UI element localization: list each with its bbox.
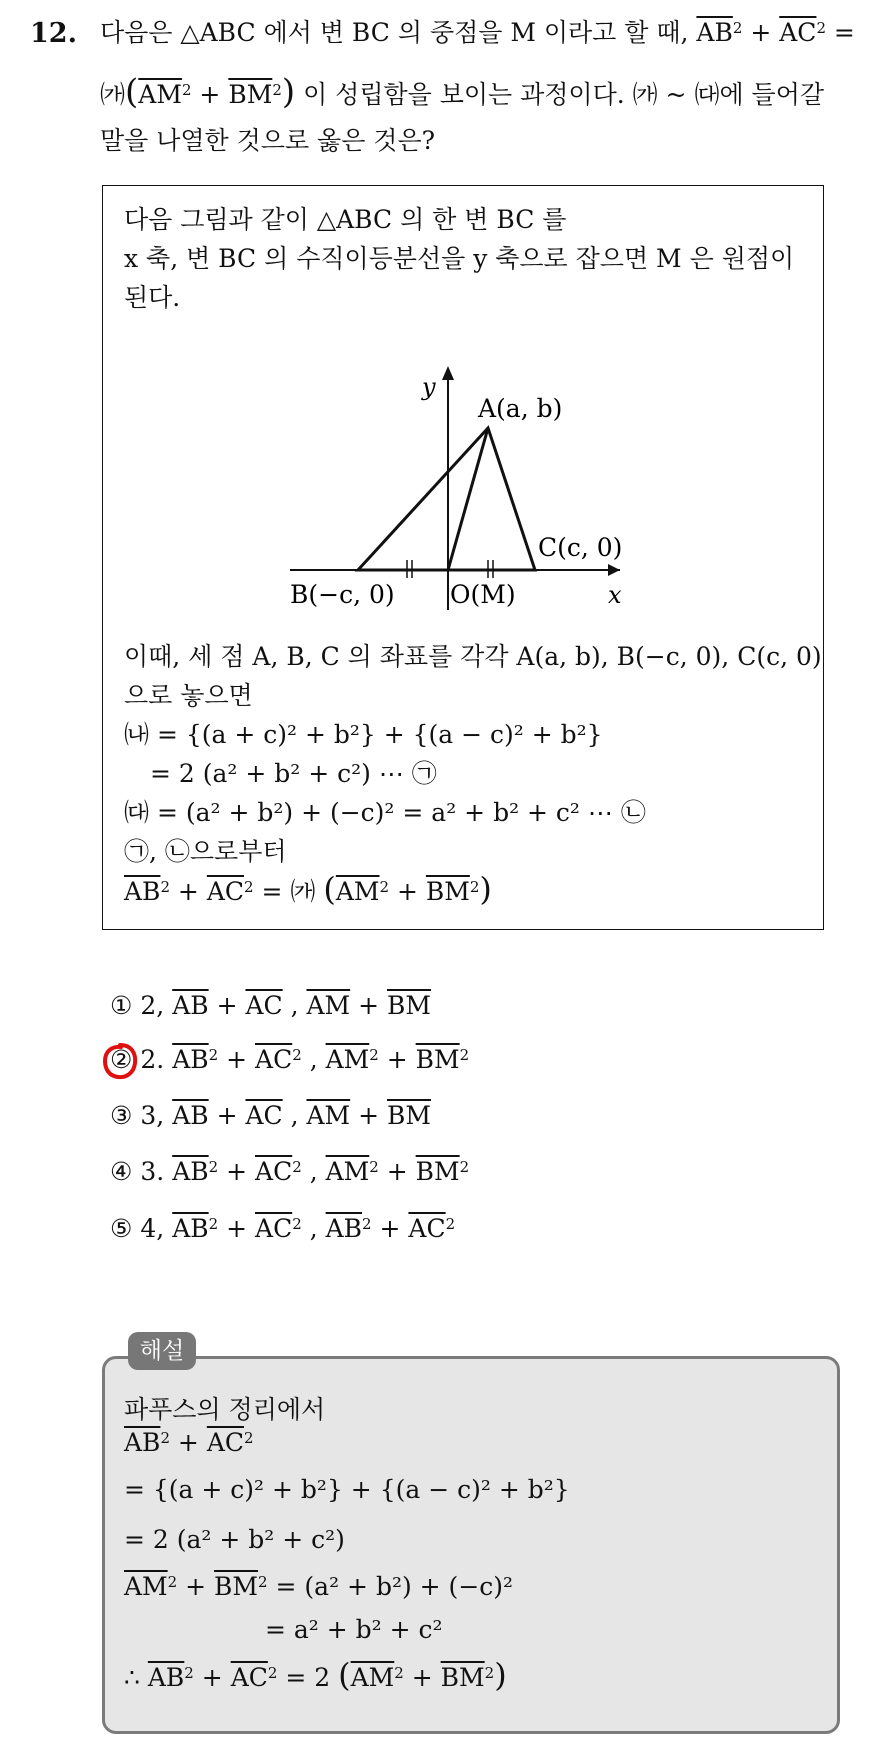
expl-line-1: 파푸스의 정리에서	[124, 1395, 326, 1424]
box-line-5: 으로 놓으면	[124, 681, 253, 710]
choice-1[interactable]: ① 2, $\overline{AB} + \overline{AC}$ , $\overline{AM} + \overline{BM}$	[110, 991, 431, 1020]
expl-line-2: $\overline{AB}^2 + \overline{AC}^2$	[124, 1428, 254, 1457]
question-line-3: 말을 나열한 것으로 옳은 것은?	[100, 126, 435, 155]
triangle-figure	[290, 360, 650, 620]
explanation-tag: 해설	[128, 1332, 196, 1370]
box-line-7: = 2 (a² + b² + c²) ⋯ ㉠	[150, 759, 437, 788]
question-number: 12.	[30, 18, 77, 49]
triangle-abc	[358, 428, 535, 570]
choice-2[interactable]: ② 2. $\overline{AB}^2 + \overline{AC}^2$ , $\overline{AM}^2 + \overline{BM}^2$	[110, 1045, 470, 1074]
label-a: A(a, b)	[478, 394, 563, 423]
y-axis-arrow	[442, 366, 454, 380]
box-line-10: $\overline{AB}^2 + \overline{AC}^2$ = ㈎ $(\overline{AM}^2 + \overline{BM}^2)$	[124, 870, 492, 908]
expl-line-7: ∴ $\overline{AB}^2 + \overline{AC}^2 = 2$ $(\overline{AM}^2 + \overline{BM}^2)$	[124, 1656, 507, 1694]
question-line-2: $㈎(\overline{AM}^2 + \overline{BM}^2)$ 이 성립함을 보이는 과정이다. ㈎ ~ ㈐에 들어갈	[100, 72, 824, 112]
question-line-1: 다음은 △ABC 에서 변 BC 의 중점을 M 이라고 할 때, $\overline{AB}^2 + \overline{AC}^2$ =	[100, 18, 855, 47]
label-b: B(−c, 0)	[290, 580, 395, 609]
y-label: y	[422, 373, 436, 401]
expl-line-5: $\overline{AM}^2 + \overline{BM}^2 = (a^2 + b^2) + (-c)^2$	[124, 1572, 514, 1601]
box-line-2: x 축, 변 BC 의 수직이등분선을 y 축으로 잡으면 M 은 원점이	[124, 244, 795, 273]
expl-line-3: = {(a + c)² + b²} + {(a − c)² + b²}	[124, 1475, 570, 1504]
box-line-9: ㉠, ㉡으로부터	[124, 837, 287, 866]
expl-line-4: = 2 (a² + b² + c²)	[124, 1525, 345, 1554]
expl-line-6: = a² + b² + c²	[265, 1615, 443, 1644]
choice-3[interactable]: ③ 3, $\overline{AB} + \overline{AC}$ , $\overline{AM} + \overline{BM}$	[110, 1101, 431, 1130]
label-c: C(c, 0)	[538, 533, 623, 562]
box-line-1: 다음 그림과 같이 △ABC 의 한 변 BC 를	[124, 205, 567, 234]
choice-4[interactable]: ④ 3. $\overline{AB}^2 + \overline{AC}^2$ , $\overline{AM}^2 + \overline{BM}^2$	[110, 1157, 470, 1186]
label-o: O(M)	[450, 580, 516, 609]
x-axis-arrow	[608, 564, 620, 576]
box-line-6: ㈏ = {(a + c)² + b²} + {(a − c)² + b²}	[124, 720, 603, 749]
box-line-8: ㈐ = (a² + b²) + (−c)² = a² + b² + c² ⋯ ㉡	[124, 798, 646, 827]
choice-5[interactable]: ⑤ 4, $\overline{AB}^2 + \overline{AC}^2$ , $\overline{AB}^2 + \overline{AC}^2$	[110, 1214, 456, 1243]
box-line-4: 이때, 세 점 A, B, C 의 좌표를 각각 A(a, b), B(−c, 0), C(c, 0)	[124, 642, 822, 671]
box-line-3: 된다.	[124, 283, 181, 312]
x-label: x	[608, 581, 622, 609]
